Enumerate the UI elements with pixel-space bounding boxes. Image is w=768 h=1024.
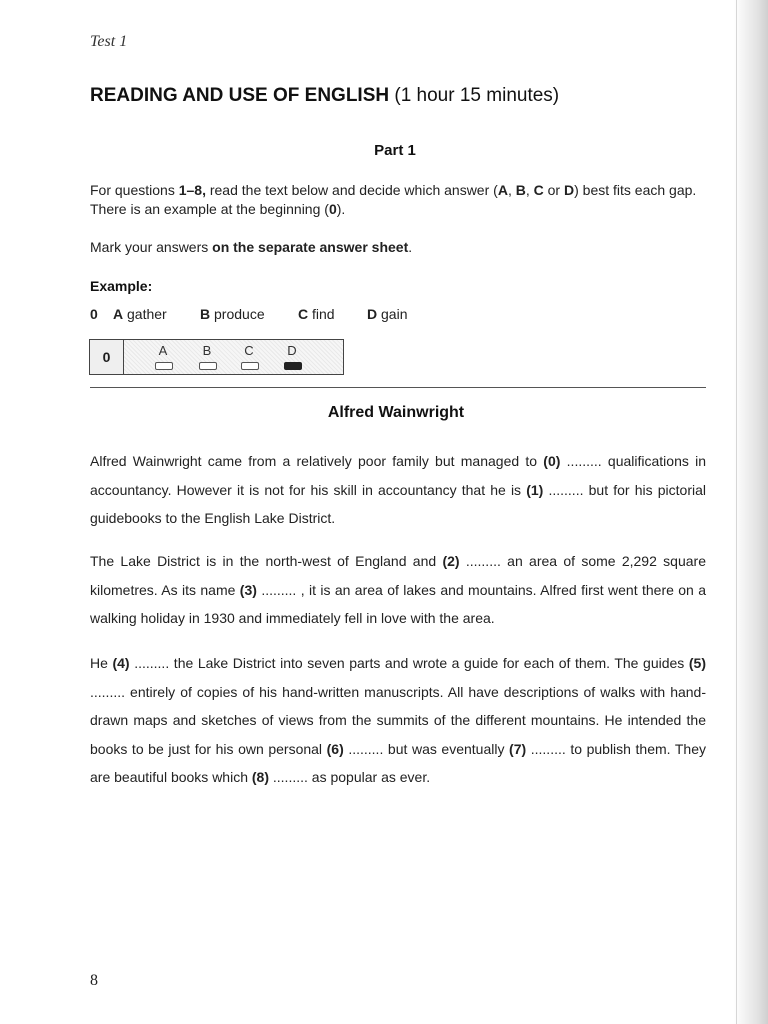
section-title	[90, 85, 559, 107]
instruction-text: ) best fits each gap. There is an example at the beginning (	[90, 182, 697, 217]
instruction-answer-sheet	[90, 238, 710, 257]
gap-dots: .........	[134, 655, 170, 671]
instruction-text: Mark your answers	[90, 239, 213, 255]
instruction-question-range: 1–8,	[178, 182, 206, 198]
answer-box-lozenge-b	[199, 362, 217, 370]
gap-dots: .........	[465, 553, 501, 569]
answer-box-letter-b: B	[202, 343, 212, 358]
example-option-c: C find	[298, 306, 335, 322]
answer-box-lozenge-d	[284, 362, 302, 370]
section-title-bold: READING AND USE OF ENGLISH	[90, 85, 390, 106]
gap-number: (7)	[509, 740, 527, 757]
page-number: 8	[90, 972, 98, 989]
gap-dots: .........	[348, 740, 384, 757]
instruction-letter-c: C	[533, 182, 544, 198]
instruction-letter-a: A	[497, 182, 508, 198]
gap-number: (4)	[112, 655, 130, 671]
paragraph-1: Alfred Wainwright came from a relatively poor family but managed to (0) ......... qualifications in accountancy. However it is not for his skill in accountancy that he is (1) ......... but for his pictorial guidebooks to the English Lake District.	[90, 453, 707, 526]
running-head: Test 1	[90, 33, 128, 50]
gap-number: (6)	[326, 740, 344, 757]
gap-dots: .........	[272, 769, 308, 785]
instruction-text: ).	[336, 201, 346, 217]
instruction-text: .	[408, 239, 413, 255]
gap-dots: .........	[90, 683, 126, 700]
answer-box-lozenge-c	[241, 362, 259, 370]
part-heading: Part 1	[374, 142, 416, 159]
gap-number: (1)	[526, 481, 544, 498]
answer-box-letter-d: D	[287, 343, 297, 358]
text-title: Alfred Wainwright	[327, 404, 465, 421]
gap-dots: .........	[261, 581, 297, 598]
example-option-d: D gain	[367, 306, 408, 322]
instruction-text: read the text below and decide which answer (	[205, 182, 498, 198]
paragraph-3: He (4) ......... the Lake District into seven parts and wrote a guide for each of them. The guides (5) ......... entirely of copies of his hand-written manuscripts. All have descriptions of walks with hand-drawn maps and sketches of views from the summits of the different mountains. He intended the books to be just for his own personal (6) ......... but was eventually (7) ......... to publish them. They are beautiful books which (8) ......... as popular as ever.	[90, 655, 707, 785]
example-option-b: B produce	[200, 306, 265, 322]
answer-box-number: 0	[90, 340, 124, 374]
answer-box-letter-c: C	[244, 343, 254, 358]
instruction-example-number: 0	[328, 201, 337, 217]
answer-box-letter-a: A	[158, 343, 168, 358]
gap-dots: .........	[566, 453, 602, 469]
gap-dots: .........	[548, 481, 584, 498]
gap-dots: .........	[530, 740, 566, 757]
instruction-letter-b: B	[515, 182, 526, 198]
instruction-answer-sheet-bold: on the separate answer sheet	[212, 239, 409, 255]
example-number: 0	[90, 306, 98, 322]
instruction-letter-d: D	[563, 182, 575, 198]
instruction-text: or	[543, 182, 564, 198]
horizontal-rule	[90, 387, 706, 388]
instruction-text: ,	[525, 182, 534, 198]
gap-number: (0)	[543, 453, 561, 469]
instruction-questions	[90, 181, 710, 219]
answer-box-grid	[124, 340, 343, 374]
gap-number: (8)	[251, 769, 269, 785]
instruction-text: For questions	[90, 182, 179, 198]
instruction-text: ,	[507, 182, 516, 198]
answer-box-lozenge-a	[155, 362, 173, 370]
example-label: Example:	[90, 278, 153, 294]
paragraph-2: The Lake District is in the north-west of England and (2) ......... an area of some 2,292 square kilometres. As its name (3) ......... , it is an area of lakes and mountains. Alfred first went there on a walking holiday in 1930 and immediately fell in love with the area.	[90, 553, 707, 626]
section-title-duration: (1 hour 15 minutes)	[389, 85, 560, 106]
example-option-a: A gather	[113, 306, 167, 322]
gap-number: (3)	[239, 581, 257, 598]
example-answer-box	[89, 339, 344, 375]
gap-number: (5)	[688, 655, 707, 671]
gap-number: (2)	[442, 553, 460, 569]
